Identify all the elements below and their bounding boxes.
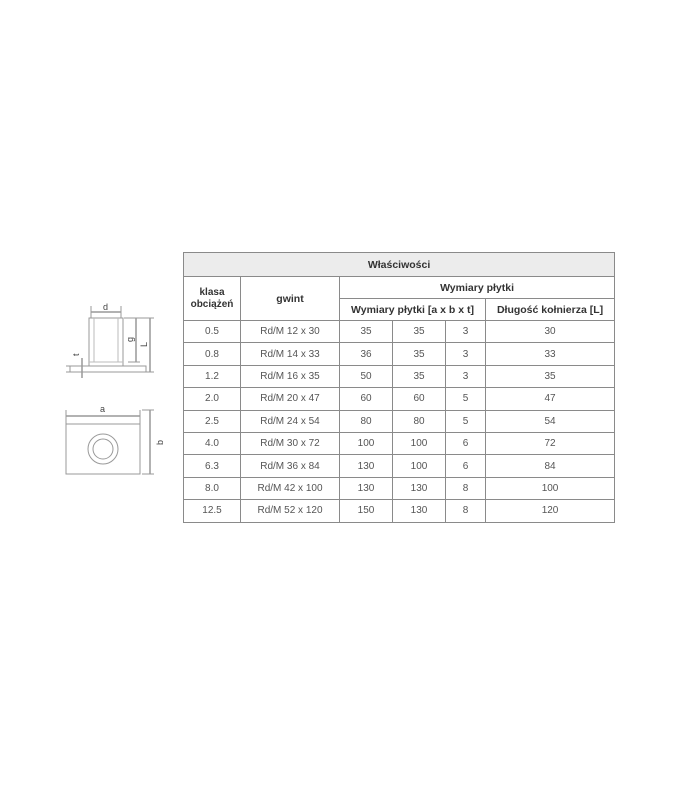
header-klasa-line2: obciążeń	[190, 298, 234, 310]
table-body	[184, 321, 615, 523]
cell-klasa: 2.0	[184, 388, 241, 410]
table-row	[184, 432, 615, 454]
header-group-wymiary: Wymiary płytki	[340, 277, 615, 299]
cell-gwint: Rd/M 42 x 100	[241, 477, 340, 499]
table-row	[184, 388, 615, 410]
specs-table	[183, 252, 615, 523]
cell-a: 50	[340, 365, 393, 387]
dim-label-d: d	[103, 302, 109, 312]
cell-t: 6	[446, 455, 486, 477]
dim-label-a: a	[100, 404, 106, 414]
cell-t: 5	[446, 388, 486, 410]
cell-t: 3	[446, 343, 486, 365]
cell-a: 100	[340, 432, 393, 454]
cell-gwint: Rd/M 14 x 33	[241, 343, 340, 365]
cell-a: 150	[340, 500, 393, 522]
cell-length: 120	[486, 500, 615, 522]
cell-b: 35	[393, 343, 446, 365]
dim-label-g: g	[125, 336, 135, 342]
table-row	[184, 365, 615, 387]
dim-label-t: t	[71, 353, 81, 356]
table-row	[184, 455, 615, 477]
cell-length: 54	[486, 410, 615, 432]
cell-a: 35	[340, 321, 393, 343]
table-row	[184, 410, 615, 432]
cell-a: 60	[340, 388, 393, 410]
cell-b: 35	[393, 365, 446, 387]
cell-gwint: Rd/M 24 x 54	[241, 410, 340, 432]
table-title: Właściwości	[184, 253, 615, 277]
cell-klasa: 4.0	[184, 432, 241, 454]
dim-label-b: b	[155, 439, 165, 445]
cell-klasa: 2.5	[184, 410, 241, 432]
cell-gwint: Rd/M 36 x 84	[241, 455, 340, 477]
header-klasa-line1: klasa	[199, 286, 225, 298]
cell-b: 80	[393, 410, 446, 432]
cell-gwint: Rd/M 16 x 35	[241, 365, 340, 387]
dim-label-L: L	[139, 341, 149, 347]
cell-klasa: 0.8	[184, 343, 241, 365]
cell-length: 84	[486, 455, 615, 477]
cell-klasa: 1.2	[184, 365, 241, 387]
cell-t: 6	[446, 432, 486, 454]
cell-klasa: 0.5	[184, 321, 241, 343]
cell-a: 36	[340, 343, 393, 365]
cell-gwint: Rd/M 52 x 120	[241, 500, 340, 522]
header-gwint: gwint	[241, 277, 340, 321]
cell-length: 47	[486, 388, 615, 410]
cell-t: 8	[446, 500, 486, 522]
table-row	[184, 343, 615, 365]
cell-b: 35	[393, 321, 446, 343]
cell-length: 30	[486, 321, 615, 343]
header-klasa	[184, 277, 241, 321]
cell-length: 72	[486, 432, 615, 454]
cell-klasa: 6.3	[184, 455, 241, 477]
cell-b: 130	[393, 500, 446, 522]
cell-t: 8	[446, 477, 486, 499]
cell-t: 5	[446, 410, 486, 432]
cell-a: 130	[340, 455, 393, 477]
top-view	[66, 410, 154, 474]
cell-klasa: 12.5	[184, 500, 241, 522]
cell-t: 3	[446, 321, 486, 343]
table-row	[184, 500, 615, 522]
table-row	[184, 321, 615, 343]
cell-t: 3	[446, 365, 486, 387]
cell-b: 100	[393, 432, 446, 454]
header-dims: Wymiary płytki [a x b x t]	[340, 299, 486, 321]
cell-b: 60	[393, 388, 446, 410]
technical-drawing	[0, 0, 183, 800]
cell-gwint: Rd/M 20 x 47	[241, 388, 340, 410]
cell-b: 130	[393, 477, 446, 499]
cell-length: 35	[486, 365, 615, 387]
cell-a: 80	[340, 410, 393, 432]
cell-length: 33	[486, 343, 615, 365]
cell-a: 130	[340, 477, 393, 499]
cell-b: 100	[393, 455, 446, 477]
cell-gwint: Rd/M 12 x 30	[241, 321, 340, 343]
cell-gwint: Rd/M 30 x 72	[241, 432, 340, 454]
table-row	[184, 477, 615, 499]
cell-length: 100	[486, 477, 615, 499]
cell-klasa: 8.0	[184, 477, 241, 499]
header-length: Długość kołnierza [L]	[486, 299, 615, 321]
